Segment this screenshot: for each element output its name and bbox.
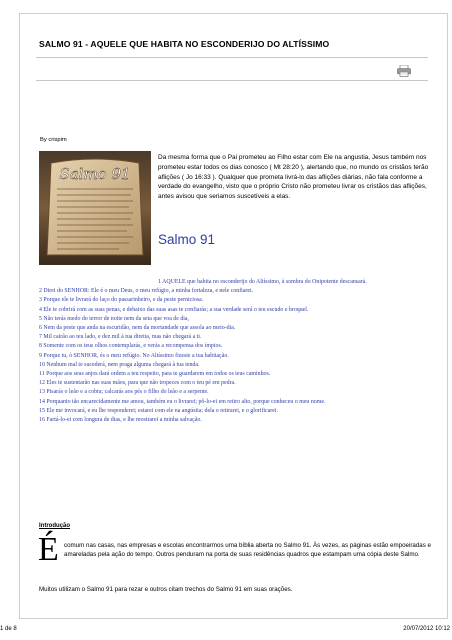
header-divider [36,80,428,81]
verse-14: 14 Porquanto tão encarecidamente me amou, também eu o livrarei; pô-lo-ei em retiro alto, porque conheceu o meu nome. [39,398,326,405]
verse-list [39,278,431,425]
psalm-image [39,151,151,265]
verse-6: 6 Nem da peste que anda na escuridão, nem da mortandade que assola ao meio-dia. [39,325,236,332]
section-title: Introdução [39,523,70,529]
verse-10: 10 Nenhum mal te sucederá, nem praga alguma chegará à tua tenda. [39,361,200,368]
print-timestamp: 20/07/2012 10:12 [403,626,450,632]
intro-text: Da mesma forma que o Pai prometeu ao Filho estar com Ele na angustia, Jesus também nos prometeu estar todos os dias conosco ( Mt 28:20 ), alertando que, no mundo os cristãos terão aflições ( Jo 16:33 ). Qualquer que prometa livrá-lo das aflições diárias, não fala conforme a verdade do evangelho, visto que o próprio Cristo não prometeu livrar os cristãos das aflições, antes avisou que seriamos suscetíveis a elas. [158,154,429,201]
page-title: SALMO 91 - AQUELE QUE HABITA NO ESCONDERIJO DO ALTÍSSIMO [39,39,330,49]
print-icon[interactable] [397,64,411,76]
verse-16: 16 Fartá-lo-ei com longura de dias, e lhe mostrarei a minha salvação. [39,417,202,424]
image-title-text: Salmo 91 [59,165,131,183]
verse-8: 8 Somente com os teus olhos contemplarás, e verás a recompensa dos ímpios. [39,343,223,350]
intro-paragraph: comum nas casas, nas empresas e escolas encontrarmos uma bíblia aberta no Salmo 91. Às vezes, as páginas estão empoeiradas e amareladas pela ação do tempo. Outros penduram na porta de suas residências quadros que estampam uma cópia deste Salmo. [64,542,431,559]
author-byline: By crispim [40,137,67,143]
title-divider [36,57,428,58]
verse-7: 7 Mil cairão ao teu lado, e dez mil à tua direita, mas não chegará a ti. [39,334,202,341]
psalm-heading: Salmo 91 [158,232,216,247]
verse-13: 13 Pisarás o leão e a cobra; calcarás aos pés o filho do leão e a serpente. [39,389,209,396]
verse-2: 2 Direi do SENHOR: Ele é o meu Deus, o meu refúgio, a minha fortaleza, e nele confiarei. [39,288,254,295]
verse-15: 15 Ele me invocará, e eu lhe responderei; estarei com ele na angústia; dela o retirarei, e o glorificarei. [39,407,278,414]
verse-11: 11 Porque aos seus anjos dará ordem a teu respeito, para te guardarem em todos os teus caminhos. [39,371,271,378]
closing-paragraph: Muitos utilizam o Salmo 91 para rezar e outros citam trechos do Salmo 91 em suas orações. [39,586,293,593]
verse-9: 9 Porque tu, ó SENHOR, és o meu refúgio. No Altíssimo fizeste a tua habitação. [39,352,229,359]
verse-3: 3 Porque ele te livrará do laço do passarinheiro, e da peste perniciosa. [39,297,204,304]
verse-12: 12 Eles te sustentarão nas suas mãos, para que não tropeces com o teu pé em pedra. [39,380,236,387]
verse-4: 4 Ele te cobrirá com as suas penas, e debaixo das suas asas te confiarás; a sua verdade será o teu escudo e broquel. [39,306,309,313]
verse-5: 5 Não terás medo do terror de noite nem da seta que voa de dia, [39,315,189,322]
dropcap-letter: É [38,531,59,568]
verse-1: 1 AQUELE que habita no esconderijo do Altíssimo, à sombra do Onipotente descansará. [158,279,367,285]
page-number: 1 de 8 [0,626,17,632]
